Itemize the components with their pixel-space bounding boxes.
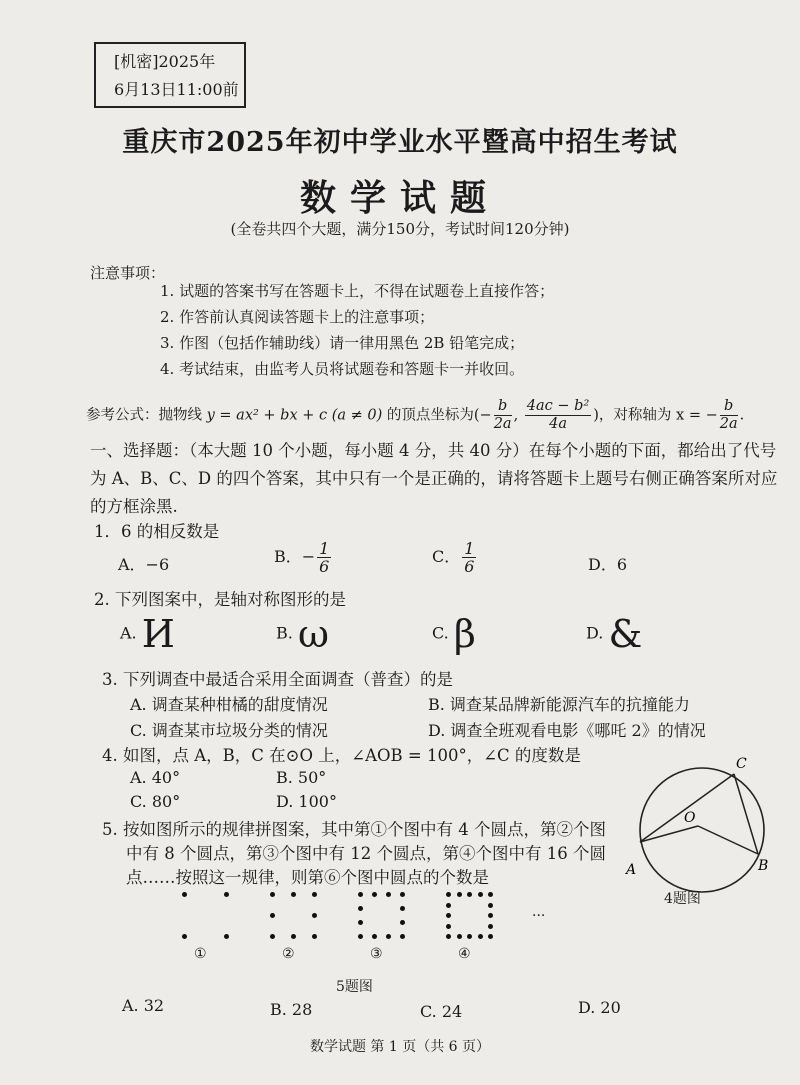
mirrored-n-symbol-icon: И	[141, 612, 175, 656]
question-1-option-b: B．− $\frac{1}{6}$	[274, 539, 330, 576]
pattern-dot	[446, 924, 451, 929]
pattern-dot	[182, 892, 187, 897]
fraction-vertex-y: $\frac{\text{4ac − b²}}{4a}$	[526, 398, 590, 432]
pattern-dot	[467, 892, 472, 897]
notice-item-1: 1. 试题的答案书写在答题卡上，不得在试题卷上直接作答；	[160, 282, 555, 300]
pattern-dot	[358, 892, 363, 897]
pattern-dot	[446, 903, 451, 908]
reference-formula: 参考公式：抛物线 y = ax² + bx + c (a ≠ 0) 的顶点坐标为(− $\frac{b}{2a}$ , $\frac{\text{4ac − b²}}{4a}$ )，对称轴为 x = − $\frac{b}{2a}$ .	[86, 398, 745, 432]
pattern-dot	[358, 920, 363, 925]
circle-diagram	[622, 750, 782, 910]
pattern-dot	[372, 934, 377, 939]
fraction-1-6: $\frac{1}{6}$	[319, 539, 330, 576]
question-2-stem: 2. 下列图案中，是轴对称图形的是	[94, 590, 346, 609]
beta-symbol-icon: β	[453, 612, 476, 656]
question-4-option-d: D. 100°	[276, 792, 337, 811]
pattern-dot	[400, 892, 405, 897]
pattern-ellipsis: ...	[532, 904, 546, 920]
question-5-figure-caption: 5题图	[336, 979, 373, 995]
question-5-option-d: D. 20	[578, 998, 621, 1017]
point-o-label: O	[684, 810, 696, 826]
pattern-dot	[358, 906, 363, 911]
question-4-option-c: C. 80°	[130, 792, 181, 811]
pattern-dot	[478, 892, 483, 897]
omega-symbol-icon: ω	[297, 612, 329, 656]
question-3-option-b: B. 调查某品牌新能源汽车的抗撞能力	[428, 695, 690, 714]
question-2-option-a: A. И	[120, 612, 175, 656]
pattern-dot	[400, 906, 405, 911]
section-1-instructions: 一、选择题：（本大题 10 个小题，每小题 4 分，共 40 分）在每个小题的下面，都给出了代号为 A、B、C、D 的四个答案，其中只有一个是正确的，请将答题卡上题号右侧正确答案所对应的方框涂黑.	[90, 441, 778, 516]
pattern-dot	[312, 934, 317, 939]
question-2-option-c: C. β	[432, 612, 476, 656]
question-3-option-a: A. 调查某种柑橘的甜度情况	[130, 695, 328, 714]
question-3-option-d: D. 调查全班观看电影《哪吒 2》的情况	[428, 721, 706, 740]
formula-vertex-text: 的顶点坐标为(−	[386, 407, 492, 424]
question-5-line-3: 点……按照这一规律，则第⑥个图中圆点的个数是	[126, 868, 489, 887]
fraction-1-6: $\frac{1}{6}$	[464, 539, 475, 576]
point-a-label: A	[626, 862, 637, 878]
pattern-dot	[270, 913, 275, 918]
question-4-option-a: A. 40°	[130, 768, 181, 787]
question-5-option-a: A. 32	[122, 996, 165, 1015]
pattern-dot	[457, 892, 462, 897]
pattern-dot	[400, 920, 405, 925]
notice-item-2: 2. 作答前认真阅读答题卡上的注意事项；	[160, 308, 435, 326]
point-b-label: B	[758, 858, 769, 874]
pattern-label-2: ②	[282, 946, 295, 962]
pattern-dot	[488, 924, 493, 929]
page-footer: 数学试题 第 1 页（共 6 页）	[309, 1039, 491, 1055]
pattern-dot	[400, 934, 405, 939]
question-4-option-b: B. 50°	[276, 768, 327, 787]
question-1-option-a: A．−6	[118, 555, 170, 574]
pattern-dot	[372, 892, 377, 897]
question-3-option-c: C. 调查某市垃圾分类的情况	[130, 721, 328, 740]
pattern-dot	[488, 892, 493, 897]
pattern-dot	[467, 934, 472, 939]
pattern-dot	[446, 913, 451, 918]
question-5-option-c: C. 24	[420, 1002, 463, 1021]
question-2-option-b: B. ω	[276, 612, 329, 656]
exam-title: 重庆市2025年初中学业水平暨高中招生考试	[122, 127, 678, 158]
question-5-option-b: B. 28	[270, 1000, 313, 1019]
fraction-axis: $\frac{b}{2a}$	[719, 398, 738, 432]
pattern-dot	[488, 903, 493, 908]
exam-note: (全卷共四个大题，满分150分，考试时间120分钟)	[230, 220, 570, 238]
question-5-line-1: 5. 按如图所示的规律拼图案，其中第①个图中有 4 个圆点，第②个图	[102, 820, 606, 839]
pattern-label-4: ④	[458, 946, 471, 962]
question-1-option-c: C． $\frac{1}{6}$	[432, 539, 475, 576]
pattern-dot	[182, 934, 187, 939]
fraction-b-over-2a: $\frac{b}{2a}$	[493, 398, 512, 432]
point-c-label: C	[736, 756, 747, 772]
question-2-option-d: D. &	[586, 612, 643, 656]
pattern-dot	[312, 892, 317, 897]
formula-axis-text: )，对称轴为 x = −	[593, 407, 718, 424]
question-4-figure	[622, 750, 782, 914]
pattern-dot	[488, 913, 493, 918]
pattern-dot	[386, 934, 391, 939]
question-4-stem: 4. 如图，点 A，B，C 在⊙O 上，∠AOB = 100°，∠C 的度数是	[102, 746, 581, 765]
subject-title: 数学试题	[299, 177, 500, 219]
pattern-dot	[291, 892, 296, 897]
confidential-line-2: 6月13日11:00前	[114, 80, 239, 99]
pattern-dot	[478, 934, 483, 939]
notice-item-4: 4. 考试结束，由监考人员将试题卷和答题卡一并收回。	[160, 360, 525, 378]
notices-title: 注意事项：	[90, 264, 166, 282]
pattern-label-1: ①	[194, 946, 207, 962]
question-1-option-d: D．6	[588, 555, 628, 574]
question-3-stem: 3. 下列调查中最适合采用全面调查（普查）的是	[102, 670, 453, 689]
question-1-stem: 1．6 的相反数是	[94, 522, 220, 541]
pattern-dot	[270, 892, 275, 897]
formula-prefix: 参考公式：抛物线	[86, 407, 202, 424]
pattern-dot	[446, 892, 451, 897]
pattern-dot	[446, 934, 451, 939]
pattern-dot	[312, 913, 317, 918]
pattern-dot	[358, 934, 363, 939]
pattern-dot	[224, 934, 229, 939]
confidential-line-1: [机密]2025年	[114, 52, 216, 71]
pattern-label-3: ③	[370, 946, 383, 962]
question-4-figure-caption: 4题图	[664, 891, 701, 907]
confidential-box	[94, 42, 246, 108]
pattern-dot	[270, 934, 275, 939]
notice-item-3: 3. 作图（包括作辅助线）请一律用黑色 2B 铅笔完成；	[160, 334, 525, 352]
ampersand-symbol-icon: &	[608, 612, 643, 656]
pattern-dot	[224, 892, 229, 897]
question-5-line-2: 中有 8 个圆点，第③个图中有 12 个圆点，第④个图中有 16 个圆	[126, 844, 606, 863]
pattern-dot	[291, 934, 296, 939]
formula-equation: y = ax² + bx + c (a ≠ 0)	[206, 407, 383, 424]
pattern-dot	[457, 934, 462, 939]
pattern-dot	[386, 892, 391, 897]
pattern-dot	[488, 934, 493, 939]
